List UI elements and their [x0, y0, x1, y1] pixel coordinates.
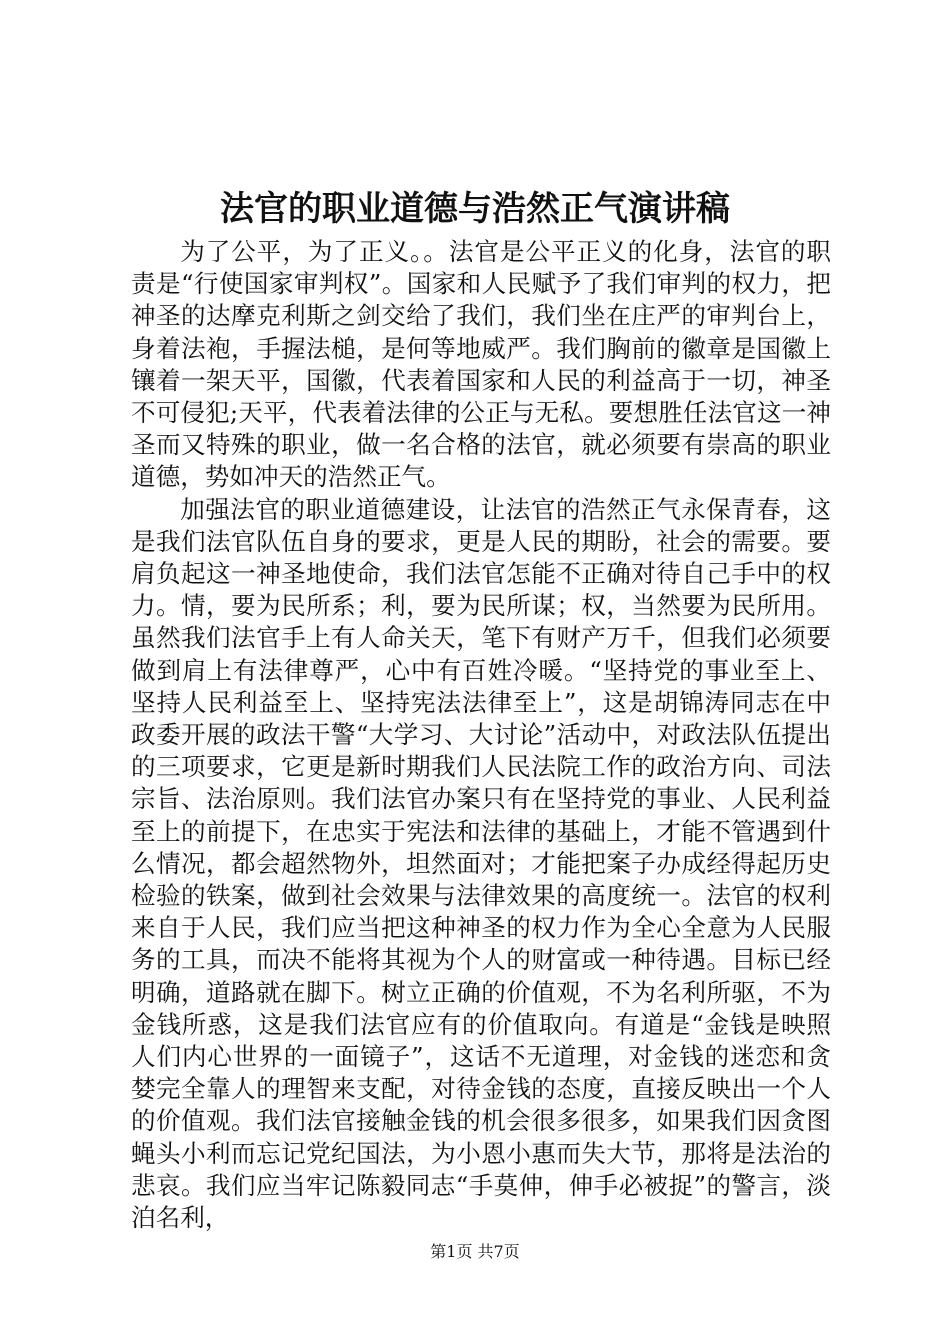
document-body: [131, 236, 831, 1234]
paragraph: 加强法官的职业道德建设，让法官的浩然正气永保青春，这是我们法官队伍自身的要求，更是人民的期盼，社会的需要。要肩负起这一神圣地使命，我们法官怎能不正确对待自己手中的权力。情，要为民所系；利，要为民所谋；权，当然要为民所用。虽然我们法官手上有人命关天，笔下有财产万千，但我们必须要做到肩上有法律尊严，心中有百姓冷暖。“坚持党的事业至上、坚持人民利益至上、坚持宪法法律至上”，这是胡锦涛同志在中政委开展的政法干警“大学习、大讨论”活动中，对政法队伍提出的三项要求，它更是新时期我们人民法院工作的政治方向、司法宗旨、法治原则。我们法官办案只有在坚持党的事业、人民利益至上的前提下，在忠实于宪法和法律的基础上，才能不管遇到什么情况，都会超然物外，坦然面对；才能把案子办成经得起历史检验的铁案，做到社会效果与法律效果的高度统一。法官的权利来自于人民，我们应当把这种神圣的权力作为全心全意为人民服务的工具，而决不能将其视为个人的财富或一种待遇。目标已经明确，道路就在脚下。树立正确的价值观，不为名利所驱，不为金钱所惑，这是我们法官应有的价值取向。有道是“金钱是映照人们内心世界的一面镜子”，这话不无道理，对金钱的迷恋和贪婪完全靠人的理智来支配，对待金钱的态度，直接反映出一个人的价值观。我们法官接触金钱的机会很多很多，如果我们因贪图蝇头小利而忘记党纪国法，为小恩小惠而失大节，那将是法治的悲哀。我们应当牢记陈毅同志“手莫伸，伸手必被捉”的警言，淡泊名利，: [131, 494, 831, 1233]
page-footer: 第1页 共7页: [430, 1242, 520, 1261]
paragraph: 为了公平，为了正义。。法官是公平正义的化身，法官的职责是“行使国家审判权”。国家和人民赋予了我们审判的权力，把神圣的达摩克利斯之剑交给了我们，我们坐在庄严的审判台上，身着法袍，手握法槌，是何等地威严。我们胸前的徽章是国徽上镶着一架天平，国徽，代表着国家和人民的利益高于一切，神圣不可侵犯;天平，代表着法律的公正与无私。要想胜任法官这一神圣而又特殊的职业，做一名合格的法官，就必须要有崇高的职业道德，势如冲天的浩然正气。: [131, 237, 831, 492]
document-title: 法官的职业道德与浩然正气演讲稿: [220, 189, 730, 229]
